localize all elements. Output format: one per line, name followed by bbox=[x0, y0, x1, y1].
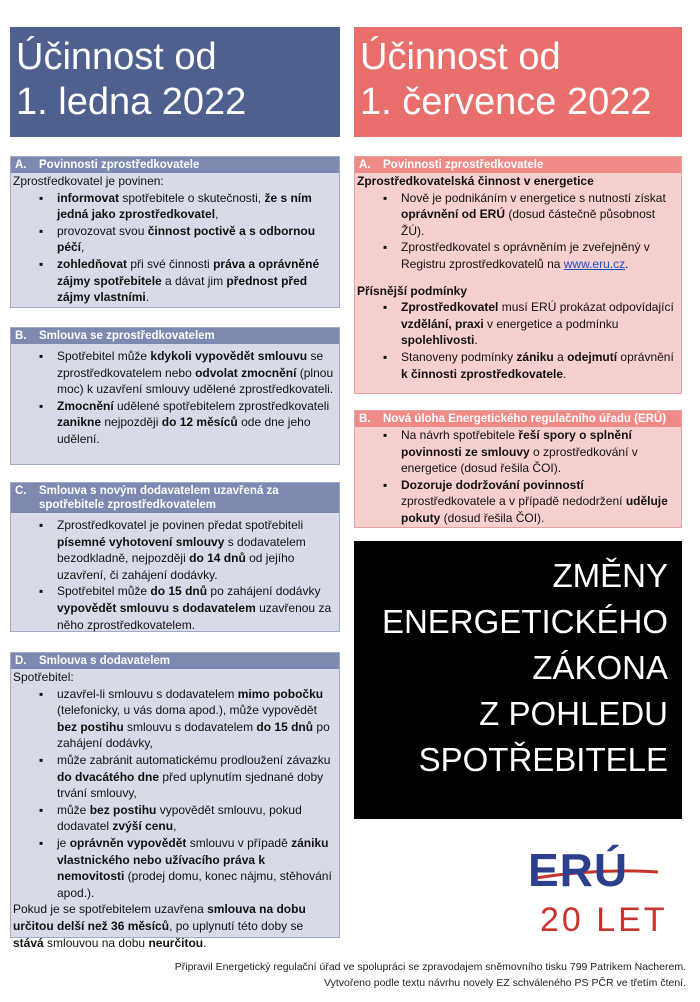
subheading: Přísnější podmínky bbox=[357, 283, 468, 298]
bold-text: řeší spory o splnění povinnosti ze smlouvy bbox=[401, 428, 632, 459]
text: . bbox=[474, 333, 478, 348]
bullet-list bbox=[355, 299, 681, 382]
text: spotřebitele o skutečnosti, bbox=[119, 190, 265, 205]
bold-text: do 14 dnů bbox=[189, 551, 246, 566]
left-section-a bbox=[10, 156, 340, 308]
list-item bbox=[35, 190, 339, 223]
bullet-list bbox=[355, 190, 681, 273]
text: oprávnění bbox=[617, 349, 674, 364]
list-item bbox=[379, 427, 681, 477]
header-right-line2: 1. července 2022 bbox=[360, 81, 652, 123]
bold-text: odvolat zmocnění bbox=[195, 365, 297, 380]
text: , bbox=[81, 240, 85, 255]
bold-text: Zmocnění bbox=[57, 398, 114, 413]
text: od jejího uzavření, či zahájení dodávky. bbox=[57, 551, 295, 582]
bold-text: zanikne bbox=[57, 415, 102, 430]
bold-text: spolehlivosti bbox=[401, 333, 475, 348]
bullet-icon: ▪ bbox=[383, 240, 388, 255]
section-title: B. Nová úloha Energetického regulačního úřadu (ERÚ) bbox=[355, 411, 681, 427]
bold-text: k činnosti zprostředkovatele bbox=[401, 366, 564, 381]
text: , po uplynutí této doby se bbox=[169, 918, 304, 933]
section-intro: Zprostředkovatel je povinen: bbox=[13, 174, 164, 188]
text: (dosud řešila ČOI). bbox=[440, 510, 545, 525]
text: smlouvu s dodavatelem bbox=[123, 719, 257, 734]
list-item bbox=[35, 517, 339, 583]
bold-text: do 12 měsíců bbox=[161, 415, 238, 430]
bold-text: zvýší cenu bbox=[112, 819, 174, 834]
bold-text: oprávnění od ERÚ bbox=[401, 207, 506, 222]
list-item bbox=[35, 348, 339, 398]
bullet-icon: ▪ bbox=[39, 752, 44, 767]
bold-text: mimo pobočku bbox=[237, 686, 324, 701]
text: při své činnosti bbox=[127, 256, 214, 271]
bold-text: vypovědět smlouvu s dodavatelem bbox=[57, 600, 256, 615]
text: vypovědět smlouvu, pokud dodavatel bbox=[57, 802, 302, 834]
list-item bbox=[379, 299, 681, 349]
text: , bbox=[215, 207, 219, 222]
bullet-icon: ▪ bbox=[383, 300, 388, 315]
bold-text: bez postihu bbox=[89, 802, 157, 817]
bullet-icon: ▪ bbox=[383, 349, 388, 364]
bullet-list bbox=[11, 190, 339, 306]
subheading: Zprostředkovatelská činnost v energetice bbox=[357, 174, 594, 188]
bullet-icon: ▪ bbox=[39, 518, 44, 532]
text: (dosud částečně působnost ŽÚ). bbox=[401, 207, 656, 238]
bullet-icon: ▪ bbox=[39, 584, 44, 599]
header-right bbox=[354, 27, 682, 137]
text: před uplynutím sjednané doby trvání smlouvy, bbox=[57, 769, 324, 801]
list-item bbox=[35, 398, 339, 448]
bold-text: zohledňovat bbox=[57, 256, 128, 271]
text: . bbox=[145, 290, 150, 305]
left-section-c bbox=[10, 482, 340, 632]
text: . bbox=[563, 366, 567, 381]
section-intro: Spotřebitel: bbox=[13, 670, 74, 684]
list-item bbox=[35, 752, 339, 802]
section-title: D. Smlouva s dodavatelem bbox=[11, 653, 339, 669]
bullet-list bbox=[355, 427, 681, 527]
left-section-b bbox=[10, 327, 340, 465]
bold-text: vzdělání, praxi bbox=[401, 316, 484, 331]
bullet-icon: ▪ bbox=[383, 428, 388, 442]
bold-text: práva a oprávněné zájmy spotřebitele bbox=[57, 256, 320, 288]
bullet-icon: ▪ bbox=[39, 802, 44, 817]
title-box bbox=[354, 541, 682, 819]
bullet-icon: ▪ bbox=[39, 686, 44, 701]
list-item bbox=[379, 190, 681, 240]
text: nejpozději bbox=[101, 415, 162, 430]
right-section-b bbox=[354, 410, 682, 528]
text: . bbox=[625, 256, 629, 271]
text: po zahájení dodávky bbox=[207, 584, 321, 599]
logo-main: ERÚ bbox=[528, 844, 629, 896]
eru-logo bbox=[528, 842, 668, 950]
bold-text: zániku vlastnického nebo užívacího práva k nemovitosti bbox=[57, 835, 329, 884]
list-item bbox=[379, 349, 681, 382]
text: a dávat jim bbox=[161, 273, 227, 288]
text: zprostředkovatele a v případě nedodržení bbox=[401, 494, 626, 509]
bullet-icon: ▪ bbox=[39, 223, 44, 238]
bold-text: kdykoli vypovědět smlouvu bbox=[150, 349, 308, 363]
bullet-icon: ▪ bbox=[39, 190, 44, 205]
bold-text: neurčitou bbox=[148, 935, 204, 950]
header-left bbox=[10, 27, 340, 137]
bold-text: informovat bbox=[57, 190, 120, 205]
list-item bbox=[35, 802, 339, 835]
bold-text: oprávněn vypovědět bbox=[69, 835, 187, 850]
bold-text: do 15 dnů bbox=[150, 584, 208, 599]
bold-text: do dvacátého dne bbox=[57, 769, 160, 784]
bullet-icon: ▪ bbox=[39, 349, 44, 363]
bold-text: odejmutí bbox=[567, 349, 618, 364]
text: (telefonicky, u vás doma apod.), může vypovědět bbox=[57, 703, 317, 718]
bullet-icon: ▪ bbox=[383, 477, 388, 492]
text: o zprostředkování v energetice (dosud řešila ČOI). bbox=[401, 444, 638, 476]
text: Na návrh spotřebitele bbox=[401, 428, 519, 442]
section-title: C. Smlouva s novým dodavatelem uzavřená za spotřebitele zprostředkovatelem bbox=[11, 483, 339, 513]
text: . bbox=[203, 935, 207, 950]
title-line: ENERGETICKÉHO bbox=[381, 603, 668, 640]
list-item bbox=[35, 256, 339, 306]
section-title: B. Smlouva se zprostředkovatelem bbox=[11, 328, 339, 344]
header-left-line1: Účinnost od bbox=[16, 36, 217, 78]
bullet-icon: ▪ bbox=[383, 190, 388, 205]
logo-sub: 20 LET bbox=[540, 901, 668, 939]
left-section-d bbox=[10, 652, 340, 950]
bold-text: Zprostředkovatel bbox=[401, 300, 499, 315]
section-title: A. Povinnosti zprostředkovatele bbox=[355, 157, 681, 173]
text: (plnou moc) k uzavření smlouvy udělené zprostředkovateli. bbox=[57, 365, 334, 397]
text: smlouvu v případě bbox=[186, 835, 292, 850]
text: Nově je podnikáním v energetice s nutností získat bbox=[401, 190, 666, 205]
bullet-list bbox=[11, 348, 339, 448]
bold-text: že s ním jedná jako zprostředkovatel bbox=[57, 190, 312, 222]
text: s dodavatelem bezodkladně, nejpozději bbox=[57, 534, 306, 566]
section-outro bbox=[11, 901, 339, 951]
list-item bbox=[379, 477, 681, 527]
bullet-list bbox=[11, 686, 339, 902]
text: udělené spotřebitelem zprostředkovateli bbox=[113, 398, 330, 413]
text: uzavřenou za něho zprostředkovatelem. bbox=[57, 600, 332, 632]
bold-text: do 15 dnů bbox=[256, 719, 314, 734]
text: Spotřebitel může bbox=[57, 584, 151, 599]
bullet-icon: ▪ bbox=[39, 835, 44, 850]
text: Pokud je se spotřebitelem uzavřena bbox=[13, 902, 208, 917]
section-title: A. Povinnosti zprostředkovatele bbox=[11, 157, 339, 173]
bold-text: uděluje pokuty bbox=[401, 494, 668, 525]
text: Spotřebitel může bbox=[57, 349, 151, 363]
text: ode dne jeho udělení. bbox=[57, 415, 311, 446]
text: smlouvou na dobu bbox=[43, 935, 149, 950]
footer-line2: Vytvořeno podle textu návrhu novely EZ schváleného PS PČR ve třetím čtení. bbox=[323, 977, 686, 989]
bold-text: zániku bbox=[516, 349, 554, 364]
bold-text: písemné vyhotovení smlouvy bbox=[57, 534, 225, 549]
title-line: ZMĚNY bbox=[552, 557, 668, 594]
title-line: SPOTŘEBITELE bbox=[418, 741, 668, 778]
text: (prodej domu, konec nájmu, stěhování apod.). bbox=[57, 869, 332, 900]
bullet-icon: ▪ bbox=[39, 256, 44, 271]
header-left-line2: 1. ledna 2022 bbox=[16, 81, 247, 123]
text: a bbox=[553, 349, 568, 364]
text: je bbox=[57, 835, 70, 850]
title-line: Z POHLEDU bbox=[479, 695, 668, 732]
text: může bbox=[57, 802, 90, 817]
text: v energetice a podmínku bbox=[483, 316, 619, 331]
text: se zprostředkovatelem nebo bbox=[57, 349, 324, 380]
text: , bbox=[173, 819, 177, 834]
header-right-line1: Účinnost od bbox=[360, 36, 561, 78]
text: Zprostředkovatel je povinen předat spotřebiteli bbox=[57, 518, 304, 532]
link[interactable]: www.eru.cz bbox=[563, 256, 626, 271]
text: Zprostředkovatel s oprávněním je zveřejněný v Registru zprostředkovatelů na bbox=[401, 240, 650, 271]
footer-line1: Připravil Energetický regulační úřad ve spolupráci se zpravodajem sněmovního tisku 799 Patrikem Nacherem. bbox=[174, 961, 686, 973]
bold-text: přednost před zájmy vlastními bbox=[57, 273, 308, 305]
list-item bbox=[379, 239, 681, 272]
bold-text: smlouva na dobu určitou delší než 36 měsíců bbox=[13, 902, 306, 933]
text: musí ERÚ prokázat odpovídající bbox=[498, 300, 674, 315]
bold-text: stává bbox=[13, 935, 44, 950]
text: po zahájení dodávky, bbox=[57, 719, 330, 751]
text: uzavřel-li smlouvu s dodavatelem bbox=[57, 686, 238, 701]
list-item bbox=[35, 686, 339, 752]
bullet-list bbox=[11, 517, 339, 633]
text: může zabránit automatickému prodloužení závazku bbox=[57, 752, 331, 767]
list-item bbox=[35, 583, 339, 633]
bold-text: činnost poctivě a s odbornou péčí bbox=[57, 223, 316, 255]
title-line: ZÁKONA bbox=[532, 649, 668, 686]
list-item bbox=[35, 835, 339, 901]
footer bbox=[175, 959, 686, 991]
bold-text: Dozoruje dodržování povinností bbox=[401, 477, 584, 492]
list-item bbox=[35, 223, 339, 256]
text: Stanoveny podmínky bbox=[401, 349, 517, 364]
right-section-a bbox=[354, 156, 682, 394]
text: provozovat svou bbox=[57, 223, 148, 238]
bold-text: bez postihu bbox=[57, 719, 124, 734]
bullet-icon: ▪ bbox=[39, 398, 44, 413]
